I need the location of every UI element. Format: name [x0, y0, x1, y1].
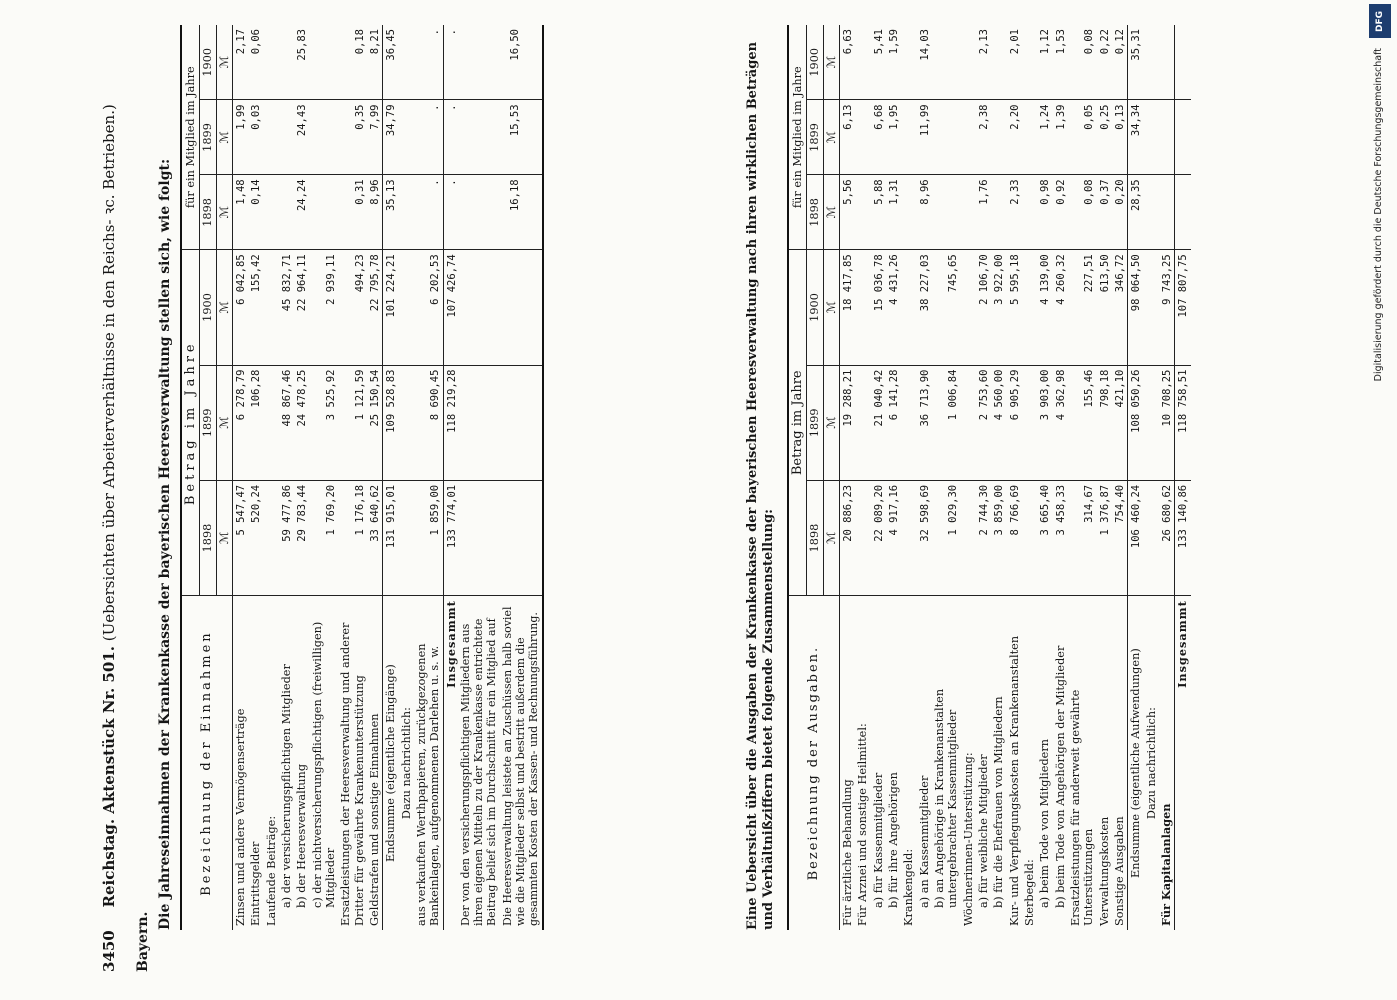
cell: 32 598,69: [917, 480, 932, 595]
table-row: [839, 25, 855, 930]
table-row: [886, 25, 901, 930]
cell: [279, 100, 294, 175]
row-label: a) an Kassenmitglieder: [917, 775, 931, 908]
cell: 1,99: [232, 100, 248, 175]
cell: 101 224,21: [383, 250, 399, 365]
cell: [264, 250, 279, 365]
cell: 4 362,98: [1053, 365, 1068, 480]
table-row: [1159, 25, 1175, 930]
cell: 118 758,51: [1175, 365, 1191, 480]
table-row: [279, 25, 294, 930]
credit-strip: [1363, 0, 1397, 1000]
year-header: 1900: [200, 25, 216, 100]
cell: 24,43: [294, 100, 309, 175]
cell: 10 708,25: [1159, 365, 1175, 480]
cell: 0,05: [1068, 100, 1097, 175]
cell: [1022, 100, 1037, 175]
table-row: [1022, 25, 1037, 930]
cell: 4 260,32: [1053, 250, 1068, 365]
cell: [932, 25, 961, 100]
cell: 108 050,26: [1128, 365, 1144, 480]
cell: [901, 480, 916, 595]
income-section-title: Die Jahreseinnahmen der Krankenkasse der bayerischen Heeresverwaltung stellen sich, wie folgt:: [157, 158, 173, 930]
cell: 346,72: [1112, 250, 1128, 365]
cell: 2,38: [976, 100, 991, 175]
cell: 5 547,47: [232, 480, 248, 595]
note-paragraph: Der von den versicherungspflichtigen Mitgliedern aus ihren eigenen Mitteln zu der Krankenkasse entrichtete Beitrag belief sich im Durchschnitt für ein Mitglied auf: [458, 618, 498, 926]
table-row: [1144, 25, 1159, 930]
cell: 1,39: [1053, 100, 1068, 175]
cell: 20 886,23: [839, 480, 855, 595]
cell: 0,37: [1097, 175, 1112, 250]
cell: 155,46: [1068, 365, 1097, 480]
cell: 798,18: [1097, 365, 1112, 480]
table-row: [399, 25, 414, 930]
cell: 8 766,69: [1007, 480, 1022, 595]
row-label: a) beim Tode von Mitgliedern: [1038, 738, 1052, 908]
cell: 1,76: [976, 175, 991, 250]
row-label: Eintrittsgelder: [249, 841, 263, 926]
cell: .: [443, 25, 459, 100]
cell: [855, 100, 870, 175]
cell: 36,45: [383, 25, 399, 100]
cell: [264, 365, 279, 480]
cell: 26 680,62: [1159, 480, 1175, 595]
table-row: [338, 25, 367, 930]
unit-header: ℳ: [823, 175, 839, 250]
cell: 0,12: [1112, 25, 1128, 100]
row-label: c) der nichtversicherungspflichtigen (freiwilligen) Mitglieder: [310, 621, 337, 908]
row-label: a) für Kassenmitglieder: [871, 772, 885, 908]
cell: [310, 175, 339, 250]
row-label: Endsumme (eigentliche Eingänge): [383, 596, 399, 930]
unit-header: ℳ: [823, 100, 839, 175]
cell: .: [443, 100, 459, 175]
year-header: 1898: [200, 175, 216, 250]
cell: 14,03: [917, 25, 932, 100]
unit-header: ℳ: [216, 250, 232, 365]
unit-header: ℳ: [216, 175, 232, 250]
cell: [901, 175, 916, 250]
unit-header: ℳ: [823, 250, 839, 365]
cell: 34,79: [383, 100, 399, 175]
cell: 0,31: [338, 175, 367, 250]
credit-text: Digitalisierung gefördert durch die Deutsche Forschungsgemeinschaft: [1373, 48, 1384, 382]
cell: .: [414, 175, 443, 250]
row-label: Insgesammt: [443, 596, 459, 930]
cell: 6 905,29: [1007, 365, 1022, 480]
cell: 0,22: [1097, 25, 1112, 100]
table-row: [232, 25, 248, 930]
cell: 0,03: [248, 100, 263, 175]
expense-amount-header: Betrag im Jahre: [788, 250, 807, 596]
expense-table: [787, 25, 1191, 930]
cell: 4 139,00: [1037, 250, 1052, 365]
cell: 4 917,16: [886, 480, 901, 595]
dfg-logo: DFG: [1369, 4, 1391, 38]
region-heading: Bayern.: [135, 911, 151, 972]
cell: [932, 175, 961, 250]
row-label: Ersatzleistungen der Heeresverwaltung und anderer Dritter für gewährte Krankenunterstützung: [339, 622, 366, 926]
year-header: 1898: [200, 480, 216, 595]
year-header: 1900: [807, 25, 823, 100]
cell: 0,14: [248, 175, 263, 250]
cell: 3 903,00: [1037, 365, 1052, 480]
row-label: Endsumme (eigentliche Aufwendungen): [1128, 596, 1144, 930]
cell: 0,92: [1053, 175, 1068, 250]
cell: [855, 25, 870, 100]
cell: 2,01: [1007, 25, 1022, 100]
year-header: 1900: [200, 250, 216, 365]
cell: [1022, 365, 1037, 480]
table-row: [976, 25, 991, 930]
cell: [310, 25, 339, 100]
table-row: [443, 25, 459, 930]
cell: [264, 25, 279, 100]
cell: 106,28: [248, 365, 263, 480]
cell: 11,99: [917, 100, 932, 175]
document-page: [95, 0, 1395, 1000]
cell: 8,96: [917, 175, 932, 250]
row-label: b) für ihre Angehörigen: [886, 772, 900, 908]
cell: 107 807,75: [1175, 250, 1191, 365]
cell: 22 089,20: [871, 480, 886, 595]
unit-header: ℳ: [216, 25, 232, 100]
cell: [961, 25, 976, 100]
cell: [855, 250, 870, 365]
cell: [264, 480, 279, 595]
row-label: Ersatzleistungen für anderweit gewährte Unterstützungen: [1068, 689, 1096, 926]
cell: 16,50: [459, 25, 543, 100]
cell: [264, 100, 279, 175]
cell: 1 859,00: [414, 480, 443, 595]
cell: 1 376,87: [1097, 480, 1112, 595]
unit-header: ℳ: [216, 365, 232, 480]
table-row: [383, 25, 399, 930]
cell: 6,13: [839, 100, 855, 175]
cell: 18 417,85: [839, 250, 855, 365]
table-row: [1053, 25, 1068, 930]
year-header: 1898: [807, 480, 823, 595]
cell: [901, 365, 916, 480]
cell: 6 202,53: [414, 250, 443, 365]
row-label: Insgesammt: [1175, 596, 1191, 930]
table-row: [932, 25, 961, 930]
cell: 35,13: [383, 175, 399, 250]
cell: [1022, 175, 1037, 250]
cell: 4 560,00: [991, 365, 1006, 480]
cell: 131 915,01: [383, 480, 399, 595]
cell: 33 640,62: [367, 480, 383, 595]
cell: 5,88: [871, 175, 886, 250]
row-label: Dazu nachrichtlich:: [399, 707, 413, 820]
cell: 16,18: [459, 175, 543, 250]
row-label: Sterbegeld:: [1022, 859, 1036, 926]
cell: 4 431,26: [886, 250, 901, 365]
cell: 34,34: [1128, 100, 1144, 175]
cell: [310, 100, 339, 175]
cell: 28,35: [1128, 175, 1144, 250]
unit-header: ℳ: [216, 100, 232, 175]
row-label: Für Kapitalanlagen: [1158, 803, 1173, 926]
cell: 48 867,46: [279, 365, 294, 480]
cell: 106 460,24: [1128, 480, 1144, 595]
cell: 1,12: [1037, 25, 1052, 100]
cell: 754,40: [1112, 480, 1128, 595]
table-row: [871, 25, 886, 930]
cell: [961, 365, 976, 480]
cell: 22 795,78: [367, 250, 383, 365]
cell: [991, 175, 1006, 250]
cell: 19 288,21: [839, 365, 855, 480]
row-label: Geldstrafen und sonstige Einnahmen: [367, 713, 381, 926]
cell: 5,56: [839, 175, 855, 250]
cell: [901, 250, 916, 365]
page-header: [99, 42, 119, 972]
cell: 2,33: [1007, 175, 1022, 250]
cell: 1 769,20: [310, 480, 339, 595]
cell: 0,98: [1037, 175, 1052, 250]
cell: [961, 100, 976, 175]
cell: [1022, 480, 1037, 595]
income-desc-header: Bezeichnung der Einnahmen: [181, 596, 232, 930]
cell: 38 227,03: [917, 250, 932, 365]
table-row: [1068, 25, 1097, 930]
document-title: Reichstag. Aktenstück Nr. 501.: [100, 646, 118, 908]
expense-desc-header: Bezeichnung der Ausgaben.: [788, 596, 839, 930]
cell: [264, 175, 279, 250]
cell: 133 774,01: [443, 480, 459, 595]
cell: 5,41: [871, 25, 886, 100]
cell: 3 922,00: [991, 250, 1006, 365]
cell: 1 029,30: [932, 480, 961, 595]
cell: 6 141,28: [886, 365, 901, 480]
cell: 7,99: [367, 100, 383, 175]
cell: 45 832,71: [279, 250, 294, 365]
income-table: [180, 25, 544, 930]
cell: .: [414, 25, 443, 100]
cell: 1,24: [1037, 100, 1052, 175]
unit-header: ℳ: [823, 365, 839, 480]
cell: 2 939,11: [310, 250, 339, 365]
table-row: [248, 25, 263, 930]
table-row: [1097, 25, 1112, 930]
cell: 0,35: [338, 100, 367, 175]
cell: 2 753,60: [976, 365, 991, 480]
row-label: Dazu nachrichtlich:: [1144, 707, 1158, 820]
table-row: [1128, 25, 1144, 930]
expense-section-title: Eine Uebersicht über die Ausgaben der Krankenkasse der bayerischen Heeresverwaltung nach ihren wirklichen Beträgen und Verhältnißziffern bietet folgende Zusammenstellung:: [745, 41, 777, 930]
cell: 5 595,18: [1007, 250, 1022, 365]
row-label: Sonstige Ausgaben: [1112, 816, 1126, 926]
cell: 1,48: [232, 175, 248, 250]
row-label: Für Arznei und sonstige Heilmittel:: [856, 723, 870, 926]
expense-member-header: für ein Mitglied im Jahre: [788, 25, 807, 250]
year-header: 1900: [807, 250, 823, 365]
cell: 35,31: [1128, 25, 1144, 100]
cell: 520,24: [248, 480, 263, 595]
cell: 613,50: [1097, 250, 1112, 365]
cell: [901, 25, 916, 100]
cell: 3 665,40: [1037, 480, 1052, 595]
cell: 0,20: [1112, 175, 1128, 250]
cell: 6 278,79: [232, 365, 248, 480]
cell: 3 458,33: [1053, 480, 1068, 595]
table-row: [1007, 25, 1022, 930]
cell: 0,13: [1112, 100, 1128, 175]
unit-header: ℳ: [216, 480, 232, 595]
cell: 6,68: [871, 100, 886, 175]
cell: 15 036,78: [871, 250, 886, 365]
cell: 1,31: [886, 175, 901, 250]
year-header: 1899: [807, 365, 823, 480]
table-row: [367, 25, 383, 930]
cell: 155,42: [248, 250, 263, 365]
cell: 98 064,50: [1128, 250, 1144, 365]
cell: 25 150,54: [367, 365, 383, 480]
cell: 0,08: [1068, 175, 1097, 250]
row-label: Zinsen und andere Vermögenserträge: [233, 708, 247, 926]
cell: 2,20: [1007, 100, 1022, 175]
cell: 0,18: [338, 25, 367, 100]
cell: [279, 175, 294, 250]
cell: 6 042,85: [232, 250, 248, 365]
cell: 1 176,18: [338, 480, 367, 595]
cell: 25,83: [294, 25, 309, 100]
cell: 21 040,42: [871, 365, 886, 480]
cell: [855, 480, 870, 595]
table-row: [1175, 25, 1191, 930]
row-label: b) für die Ehefrauen von Mitgliedern: [992, 696, 1006, 908]
cell: 24 478,25: [294, 365, 309, 480]
cell: 36 713,90: [917, 365, 932, 480]
table-row: [901, 25, 916, 930]
cell: 2,13: [976, 25, 991, 100]
row-label: Kur- und Verpflegungskosten an Krankenanstalten: [1007, 635, 1021, 926]
page-number: 3450: [100, 930, 118, 972]
cell: 2 744,30: [976, 480, 991, 595]
table-row: [961, 25, 976, 930]
row-label: Krankengeld:: [902, 848, 916, 926]
year-header: 1899: [807, 100, 823, 175]
cell: 0,25: [1097, 100, 1112, 175]
cell: 6,63: [839, 25, 855, 100]
cell: [855, 365, 870, 480]
cell: [961, 250, 976, 365]
cell: 9 743,25: [1159, 250, 1175, 365]
cell: [279, 25, 294, 100]
cell: 8,21: [367, 25, 383, 100]
table-row: [294, 25, 309, 930]
cell: 8 690,45: [414, 365, 443, 480]
cell: [961, 175, 976, 250]
row-label: b) der Heeresverwaltung: [295, 763, 309, 908]
cell: 24,24: [294, 175, 309, 250]
table-row: [264, 25, 279, 930]
cell: 15,53: [459, 100, 543, 175]
cell: 109 528,83: [383, 365, 399, 480]
cell: 2,17: [232, 25, 248, 100]
cell: [1022, 250, 1037, 365]
cell: 1,95: [886, 100, 901, 175]
table-row: [855, 25, 870, 930]
income-amount-header: Betrag im Jahre: [181, 250, 200, 596]
document-subtitle: (Uebersichten über Arbeiterverhältnisse in den Reichs- ꝛc. Betrieben.): [100, 104, 118, 642]
row-label: aus verkauften Werthpapieren, zurückgezogenen Bankeinlagen, aufgenommenen Darlehen u. s. w.: [414, 643, 442, 926]
cell: 227,51: [1068, 250, 1097, 365]
cell: 745,65: [932, 250, 961, 365]
row-label: b) an Angehörige in Krankenanstalten untergebrachter Kassenmitglieder: [932, 688, 960, 908]
table-row: [917, 25, 932, 930]
row-label: a) der versicherungspflichtigen Mitglieder: [279, 664, 293, 908]
row-label: Verwaltungskosten: [1097, 816, 1111, 926]
cell: .: [414, 100, 443, 175]
cell: [1022, 25, 1037, 100]
row-label: Laufende Beiträge:: [264, 815, 278, 926]
cell: 118 219,28: [443, 365, 459, 480]
table-row: [414, 25, 443, 930]
cell: 2 106,70: [976, 250, 991, 365]
cell: 107 426,74: [443, 250, 459, 365]
unit-header: ℳ: [823, 480, 839, 595]
cell: 133 140,86: [1175, 480, 1191, 595]
row-label: Wöchnerinnen-Unterstützung:: [961, 752, 975, 926]
table-row: [459, 25, 543, 930]
cell: 494,23: [338, 250, 367, 365]
cell: [961, 480, 976, 595]
cell: 1,59: [886, 25, 901, 100]
table-row: [1112, 25, 1128, 930]
cell: 1 006,84: [932, 365, 961, 480]
year-header: 1899: [200, 365, 216, 480]
row-label: Für ärztliche Behandlung: [840, 779, 854, 926]
cell: 8,96: [367, 175, 383, 250]
cell: 29 783,44: [294, 480, 309, 595]
cell: 314,67: [1068, 480, 1097, 595]
cell: [991, 100, 1006, 175]
cell: [855, 175, 870, 250]
table-row: [310, 25, 339, 930]
cell: 3 525,92: [310, 365, 339, 480]
note-paragraph: Die Heeresverwaltung leistete an Zuschüssen halb soviel wie die Mitglieder selbst und bestritt außerdem die gesammten Kosten der Kassen- und Rechnungsführung.: [500, 606, 540, 926]
cell: .: [443, 175, 459, 250]
table-row: [991, 25, 1006, 930]
income-member-header: für ein Mitglied im Jahre: [181, 25, 200, 250]
cell: 59 477,86: [279, 480, 294, 595]
table-row: [1037, 25, 1052, 930]
cell: 0,06: [248, 25, 263, 100]
cell: 22 964,11: [294, 250, 309, 365]
row-label: b) beim Tode von Angehörigen der Mitglieder: [1053, 645, 1067, 908]
cell: [991, 25, 1006, 100]
cell: [901, 100, 916, 175]
cell: 1,53: [1053, 25, 1068, 100]
cell: 0,08: [1068, 25, 1097, 100]
row-label: a) für weibliche Mitglieder: [976, 754, 990, 908]
cell: 1 121,59: [338, 365, 367, 480]
year-header: 1899: [200, 100, 216, 175]
unit-header: ℳ: [823, 25, 839, 100]
cell: [932, 100, 961, 175]
year-header: 1898: [807, 175, 823, 250]
cell: 421,10: [1112, 365, 1128, 480]
cell: 3 859,00: [991, 480, 1006, 595]
